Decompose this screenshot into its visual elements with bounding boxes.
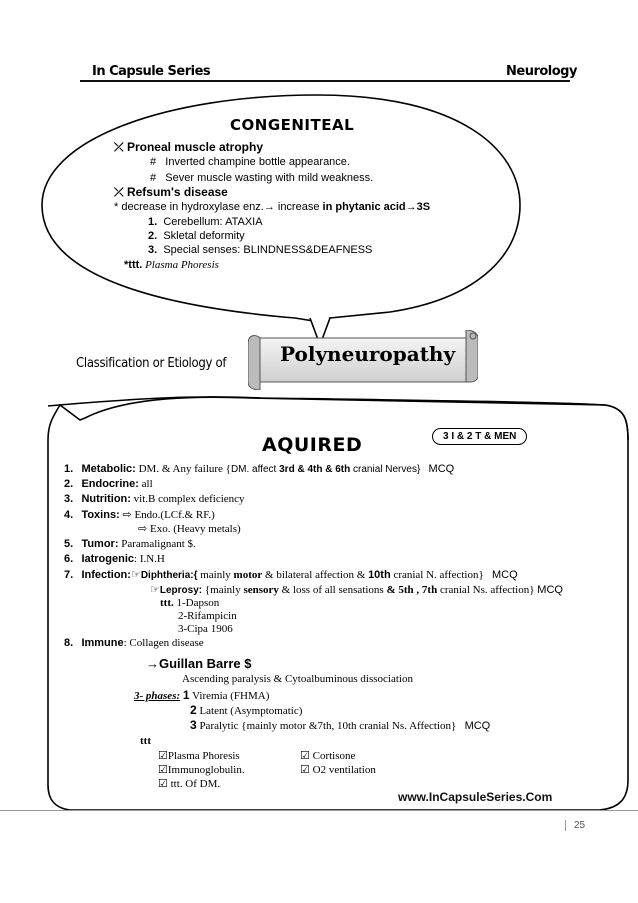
- text: : Collagen disease: [123, 637, 204, 649]
- text: cranial Ns. affection}: [437, 584, 535, 596]
- head: Iatrogenic: [81, 553, 135, 565]
- text: vit.B complex deficiency: [130, 493, 245, 505]
- head: Nutrition:: [81, 493, 131, 505]
- mcq-tag: MCQ: [464, 720, 491, 732]
- ttt-check-item: [158, 763, 245, 776]
- subject-title: Neurology: [506, 64, 577, 79]
- text: DM. affect: [230, 464, 280, 475]
- scroll-title: Polyneuropathy: [280, 342, 456, 366]
- phase-num: 2: [190, 703, 197, 717]
- text: sensory: [243, 584, 279, 596]
- arrow-icon: ⤫: [114, 140, 124, 154]
- congenital-item-2: [114, 185, 228, 200]
- num: 1.: [148, 216, 158, 228]
- ttt-check-item: [158, 749, 240, 762]
- phase-line-3: [190, 718, 490, 732]
- text: & 5th , 7th: [386, 584, 438, 596]
- phase-text: Paralytic {mainly motor &7th, 10th cranial Ns. Affection}: [199, 720, 457, 732]
- checkbox-icon: ☑: [300, 750, 310, 762]
- text: cranial N. affection}: [390, 569, 484, 581]
- point-text: Inverted champine bottle appearance.: [165, 156, 350, 168]
- classification-label: Classification or Etiology of: [76, 356, 227, 371]
- list-item-6: [64, 553, 165, 565]
- ttt-label: ttt.: [160, 597, 174, 609]
- ttt-check-item: [300, 763, 376, 776]
- text: Guillan Barre $: [159, 656, 252, 671]
- checkbox-icon: ☑: [300, 764, 310, 776]
- point-text: Sever muscle wasting with mild weakness.: [165, 172, 374, 184]
- ttt-value: Plasma Phoresis: [145, 259, 219, 271]
- gbs-ttt-label: ttt: [140, 735, 151, 747]
- item-label: Refsum's disease: [126, 185, 228, 199]
- mnemonic-badge: 3 I & 2 T & MEN: [432, 428, 527, 445]
- page-number: 25: [565, 820, 585, 831]
- head: Metabolic:: [81, 463, 136, 475]
- phase-line-1: [134, 688, 269, 702]
- num: 1.: [64, 463, 74, 475]
- num: 8.: [64, 637, 74, 649]
- text: Special senses: BLINDNESS&DEAFNESS: [163, 244, 373, 256]
- refsum-item: [148, 230, 245, 242]
- checkbox-icon: ☑: [158, 764, 168, 776]
- text: Paramalignant $.: [118, 538, 196, 550]
- phase-line-2: [190, 703, 302, 717]
- head: Tumor:: [81, 538, 119, 550]
- acquired-title: AQUIRED: [262, 434, 363, 456]
- num: 2.: [64, 478, 74, 490]
- text: motor: [233, 569, 263, 581]
- num: 7.: [64, 569, 74, 581]
- item-label: Proneal muscle atrophy: [126, 140, 263, 154]
- checkbox-icon: ☑: [158, 750, 168, 762]
- leprosy-ttt: [160, 597, 219, 609]
- text: Leprosy:: [159, 585, 203, 596]
- text: Endo.(LCf.& RF.): [131, 509, 215, 521]
- num: 3.: [64, 493, 74, 505]
- text: mainly: [197, 569, 234, 581]
- mcq-tag: MCQ: [537, 584, 563, 596]
- list-item-4b: [138, 522, 241, 535]
- mcq-tag: MCQ: [491, 569, 518, 581]
- point-1: # Inverted champine bottle appearance.: [150, 156, 350, 168]
- desc-part: in phytanic acid: [322, 201, 406, 213]
- text: Plasma Phoresis: [167, 750, 240, 762]
- list-item-7: [64, 568, 518, 581]
- text: Skletal deformity: [163, 230, 245, 242]
- arrow-icon: ⇨: [122, 509, 132, 521]
- num: 2.: [148, 230, 158, 242]
- right-arrow-icon: →: [405, 201, 417, 213]
- num: 6.: [64, 553, 74, 565]
- refsum-item: [148, 244, 372, 256]
- desc-part: * decrease in hydroxylase enz.: [114, 201, 264, 213]
- list-item-8: [64, 637, 204, 649]
- refsum-desc: [114, 201, 430, 213]
- gbs-desc: Ascending paralysis & Cytoalbuminous dissociation: [182, 673, 413, 685]
- text: Immunoglobulin.: [167, 764, 245, 776]
- refsum-item: [148, 216, 263, 228]
- ttt-item: 1-Dapson: [176, 597, 220, 609]
- text: Diphtheria:{: [140, 570, 198, 581]
- text: Exo. (Heavy metals): [147, 523, 241, 535]
- text: O2 ventilation: [312, 764, 376, 776]
- list-item-3: [64, 493, 245, 505]
- head: Infection:: [81, 569, 131, 581]
- desc-part: increase: [274, 201, 323, 213]
- congenital-title: CONGENITEAL: [230, 116, 355, 134]
- head: Immune: [81, 637, 124, 649]
- num: 3.: [148, 244, 158, 256]
- series-title: In Capsule Series: [92, 64, 211, 79]
- text: 10th: [368, 569, 391, 581]
- text: all: [138, 478, 153, 490]
- congenital-item-1: [114, 140, 263, 155]
- phase-num: 3: [190, 718, 197, 732]
- text: cranial Nerves}: [350, 464, 421, 475]
- list-item-1: [64, 463, 454, 475]
- gbs-title: [146, 656, 251, 672]
- arrow-icon: ⇨: [138, 523, 148, 535]
- list-item-2: [64, 478, 153, 490]
- text: ttt. Of DM.: [170, 778, 221, 790]
- phase-text: Viremia (FHMA): [192, 690, 270, 702]
- footer-rule: [0, 810, 638, 811]
- phase-text: Latent (Asymptomatic): [199, 705, 303, 717]
- right-arrow-icon: →: [263, 201, 275, 213]
- arrow-icon: ⤫: [114, 185, 124, 199]
- leprosy-ttt-item: 2-Rifampicin: [178, 610, 237, 622]
- ttt-check-item: [300, 749, 355, 762]
- desc-part: 3S: [416, 201, 431, 213]
- mcq-tag: MCQ: [428, 463, 455, 475]
- leprosy-line: [150, 583, 563, 596]
- checkbox-icon: ☑: [158, 778, 168, 790]
- point-2: # Sever muscle wasting with mild weakness.: [150, 172, 374, 184]
- num: 5.: [64, 538, 74, 550]
- pointing-hand-icon: ☞: [130, 569, 141, 581]
- head: Endocrine:: [81, 478, 139, 490]
- phases-label: 3- phases:: [134, 690, 181, 702]
- leprosy-ttt-item: 3-Cipa 1906: [178, 623, 233, 635]
- ttt-label: *ttt.: [124, 259, 143, 271]
- text: & loss of all sensations: [278, 584, 387, 596]
- text: 3rd & 4th & 6th: [279, 464, 351, 475]
- phase-num: 1: [182, 688, 190, 702]
- text: & bilateral affection &: [262, 569, 369, 581]
- refsum-ttt: [124, 259, 219, 271]
- text: DM. & Any failure {: [135, 463, 231, 475]
- text: Cortisone: [312, 750, 356, 762]
- list-item-4: [64, 508, 215, 521]
- list-item-5: [64, 538, 196, 550]
- head: Toxins:: [81, 509, 120, 521]
- website: www.InCapsuleSeries.Com: [398, 790, 553, 804]
- text: Cerebellum: ATAXIA: [163, 216, 263, 228]
- right-arrow-icon: →: [146, 656, 159, 671]
- ttt-check-item: [158, 777, 220, 790]
- pointing-hand-icon: ☞: [150, 584, 160, 596]
- text: : I.N.H: [134, 553, 165, 565]
- text: {mainly: [202, 584, 244, 596]
- num: 4.: [64, 509, 74, 521]
